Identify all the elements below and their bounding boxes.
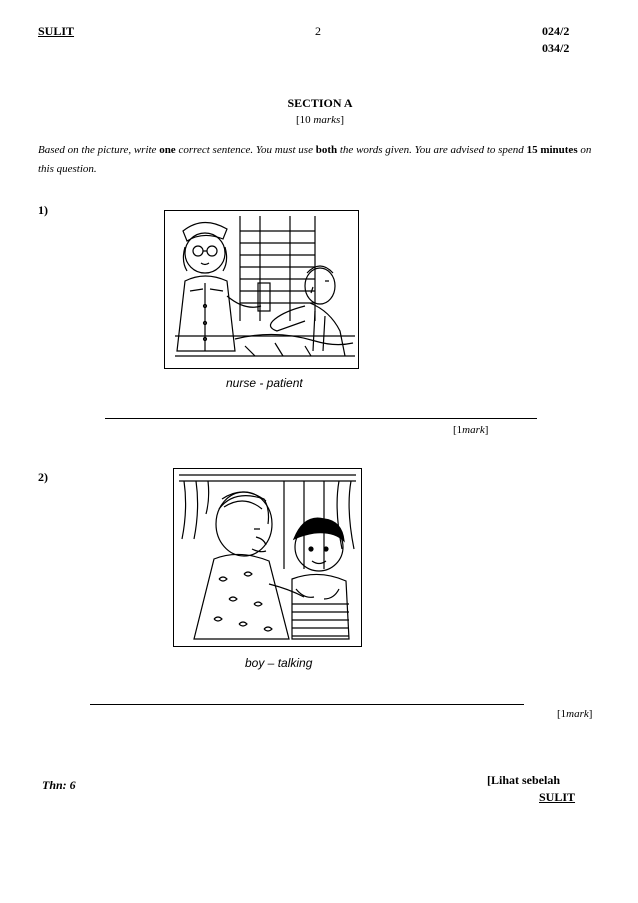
header-sulit: SULIT [38,24,75,38]
page-number: 2 [315,24,321,38]
question-2-number: 2) [38,470,48,484]
question-1-caption: nurse - patient [226,376,303,390]
question-1-mark: [1mark] [453,424,489,436]
footer-turn-page: [Lihat sebelah [487,773,561,787]
question-2-picture [173,468,362,647]
question-1-number: 1) [38,203,48,217]
footer-year: Thn: 6 [42,778,76,792]
section-marks: [10 marks] [296,114,344,126]
paper-code-1: 024/2 [542,24,570,38]
question-1-picture [164,210,359,369]
footer-sulit: SULIT [539,790,576,804]
question-2-mark: [1mark] [557,708,593,720]
question-2-caption: boy – talking [245,656,313,670]
paper-code-2: 034/2 [542,41,570,55]
question-1-answer-line[interactable] [105,418,537,419]
section-title: SECTION A [287,96,353,110]
instruction-text: Based on the picture, write one correct sentence. You must use both the words given. You are advised to spend 15 minutes on this question. [38,144,592,175]
question-2-answer-line[interactable] [90,704,524,705]
